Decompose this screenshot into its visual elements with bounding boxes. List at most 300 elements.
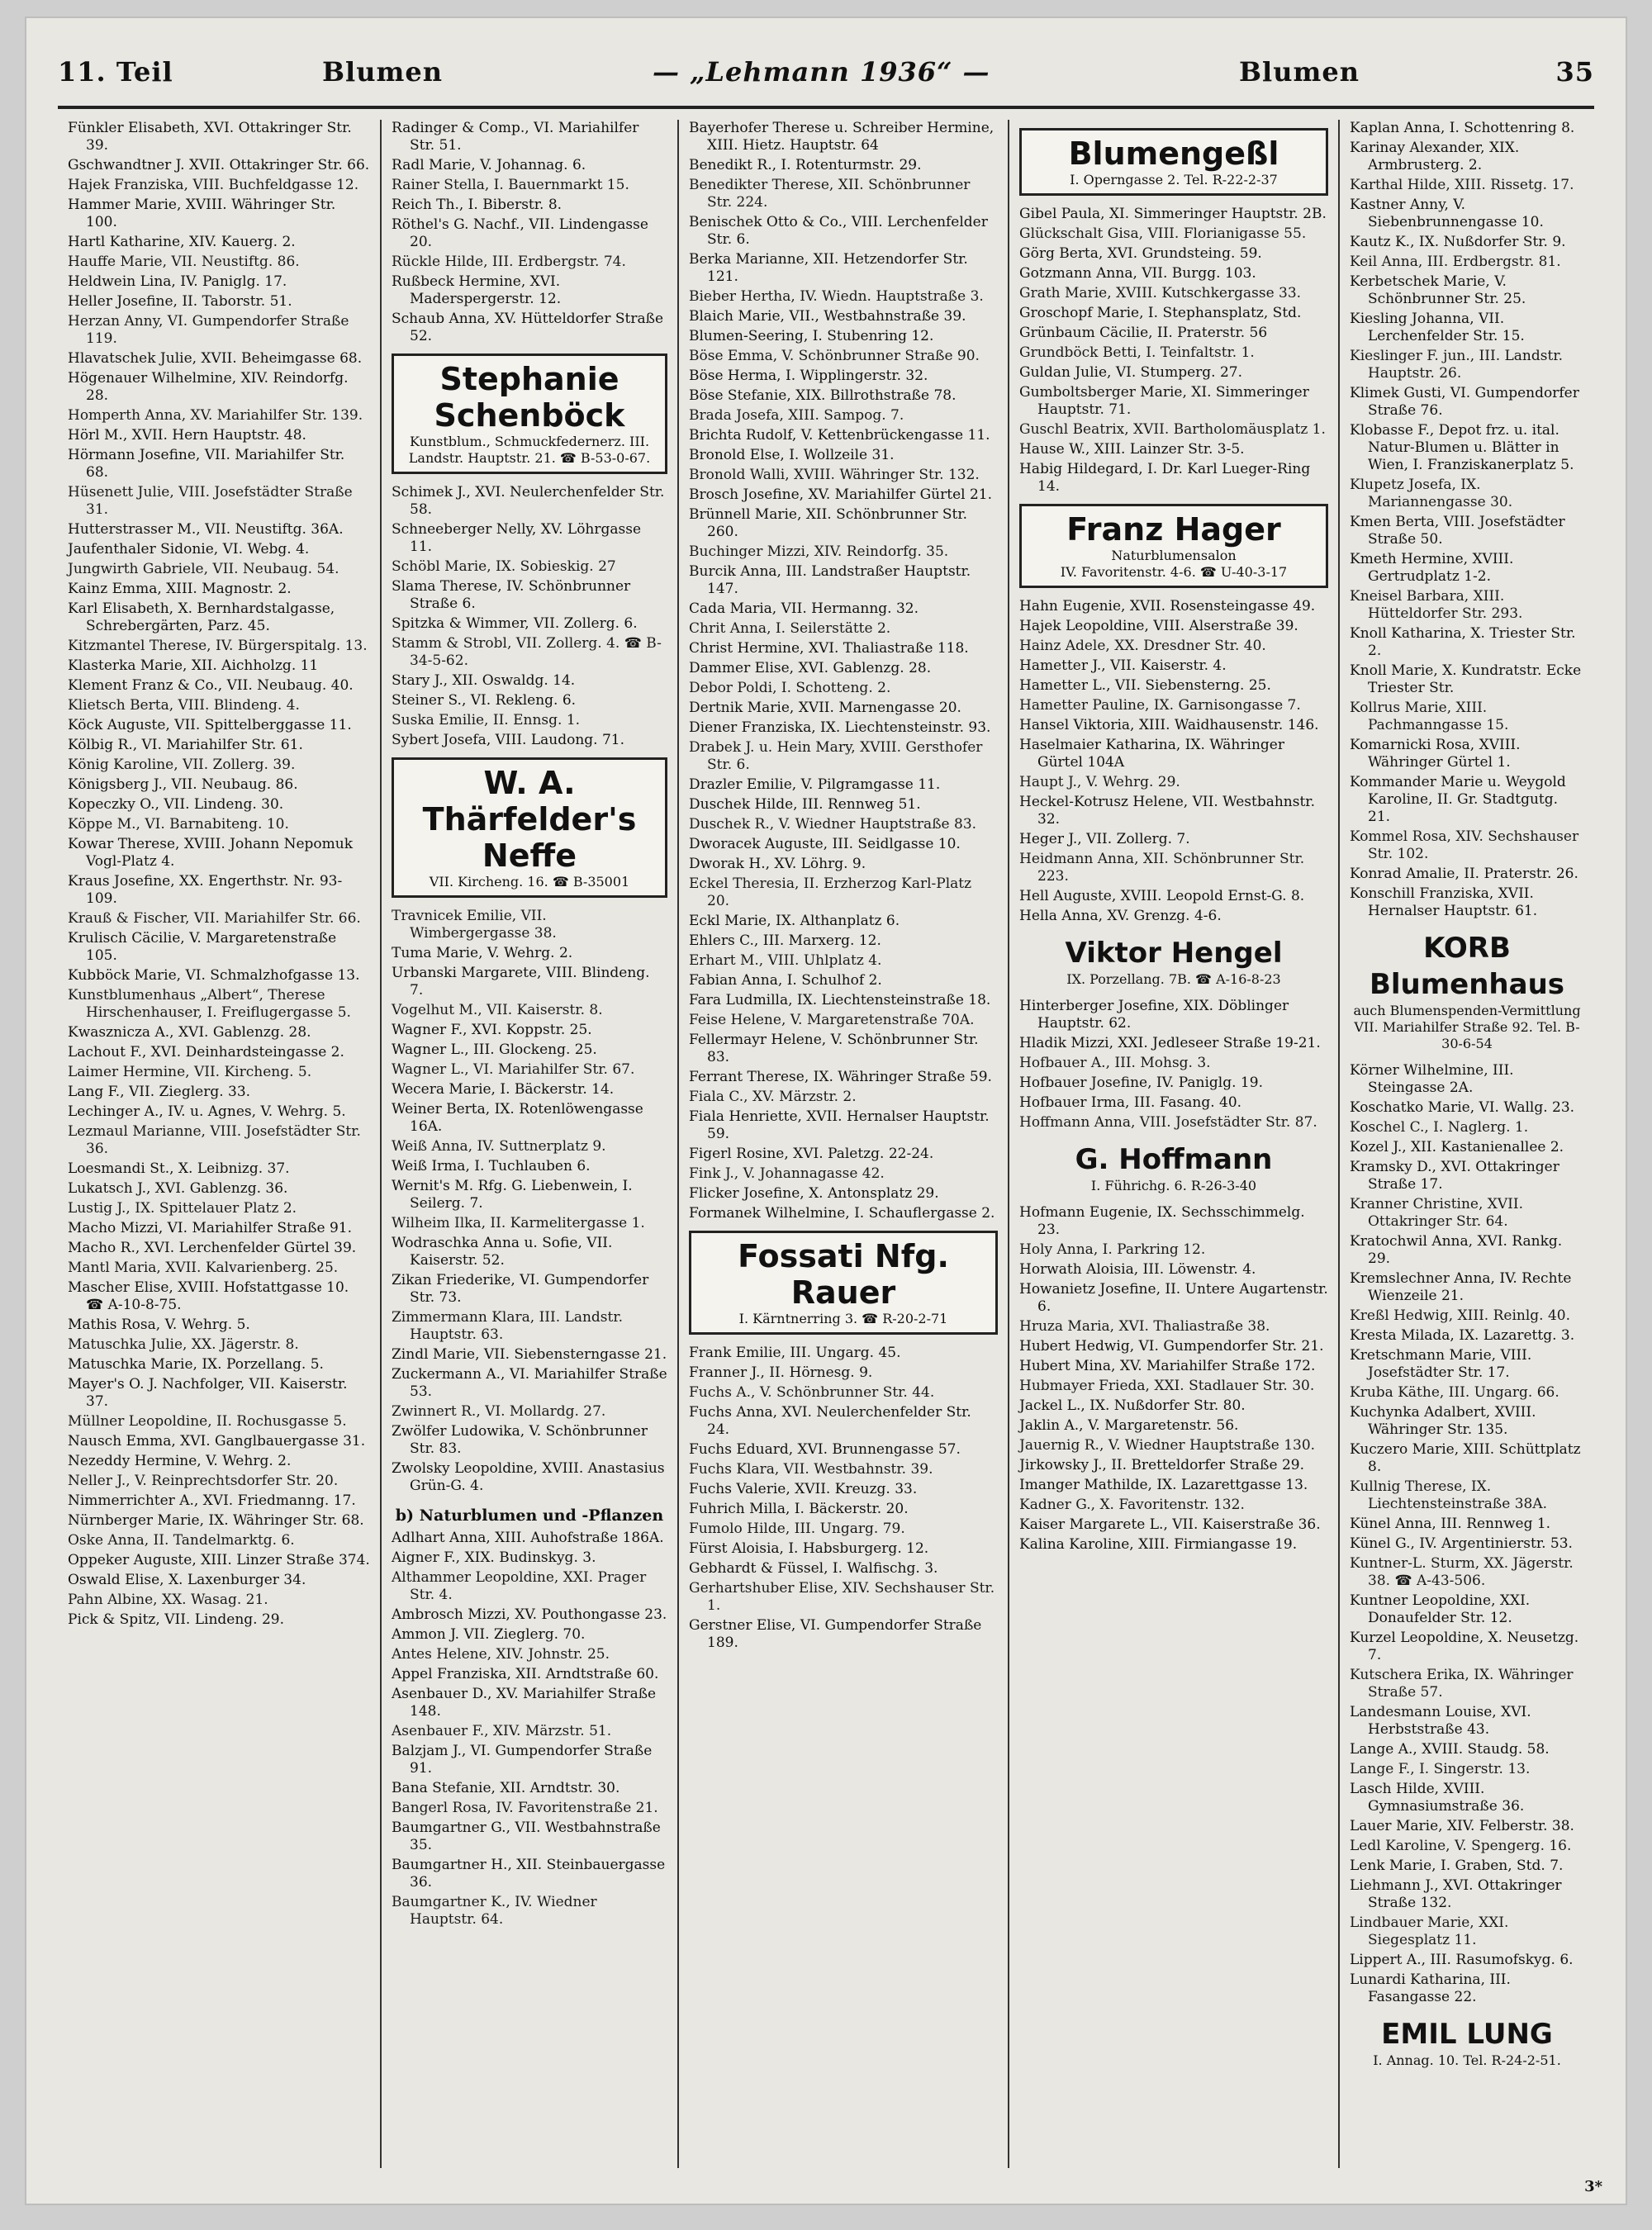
list-item: Fink J., V. Johannagasse 42. bbox=[689, 1165, 885, 1182]
list-item: Rückle Hilde, III. Erdbergstr. 74. bbox=[392, 254, 626, 270]
list-item: Kmeth Hermine, XVIII. Gertrudplatz 1-2. bbox=[1350, 551, 1514, 585]
list-item: Gerstner Elise, VI. Gumpendorfer Straße 189. bbox=[689, 1617, 982, 1651]
list-item: Fünkler Elisabeth, XVI. Ottakringer Str. 39. bbox=[68, 120, 352, 154]
advertiser-details: I. Führichg. 6. R-26-3-40 bbox=[1090, 1178, 1257, 1193]
list-item: Franner J., II. Hörnesg. 9. bbox=[689, 1364, 873, 1381]
list-item: Kieslinger F. jun., III. Landstr. Hauptstr. 26. bbox=[1350, 348, 1563, 382]
list-item: Kaplan Anna, I. Schottenring 8. bbox=[1350, 120, 1575, 136]
list-item: Fumolo Hilde, III. Ungarg. 79. bbox=[689, 1521, 905, 1537]
advertisement-box bbox=[1350, 930, 1584, 1052]
list-item: Weiß Irma, I. Tuchlauben 6. bbox=[392, 1158, 591, 1174]
list-item: Lenk Marie, I. Graben, Std. 7. bbox=[1350, 1858, 1564, 1874]
listing-columns bbox=[58, 120, 1594, 2185]
list-item: Wagner L., III. Glockeng. 25. bbox=[392, 1041, 597, 1058]
list-item: Gotzmann Anna, VII. Burgg. 103. bbox=[1019, 265, 1256, 282]
list-item: Appel Franziska, XII. Arndtstraße 60. bbox=[392, 1666, 659, 1682]
list-item: Jackel L., IX. Nußdorfer Str. 80. bbox=[1019, 1397, 1246, 1414]
list-item: Fuchs A., V. Schönbrunner Str. 44. bbox=[689, 1384, 935, 1401]
list-item: Kruba Käthe, III. Ungarg. 66. bbox=[1350, 1384, 1559, 1401]
list-item: Baumgartner K., IV. Wiedner Hauptstr. 64. bbox=[392, 1894, 597, 1928]
list-item: Weiß Anna, IV. Suttnerplatz 9. bbox=[392, 1138, 606, 1155]
list-item: Högenauer Wilhelmine, XIV. Reindorfg. 28. bbox=[68, 370, 349, 404]
list-item: Gumboltsberger Marie, XI. Simmeringer Hauptstr. 71. bbox=[1019, 384, 1309, 418]
list-item: Fara Ludmilla, IX. Liechtensteinstraße 18. bbox=[689, 992, 991, 1008]
list-item: Görg Berta, XVI. Grundsteing. 59. bbox=[1019, 245, 1262, 262]
list-item: Duschek Hilde, III. Rennweg 51. bbox=[689, 796, 921, 813]
list-item: Althammer Leopoldine, XXI. Prager Str. 4. bbox=[392, 1569, 647, 1603]
list-item: Kratochwil Anna, XVI. Rankg. 29. bbox=[1350, 1233, 1563, 1267]
list-item: Komarnicki Rosa, XVIII. Währinger Gürtel 1. bbox=[1350, 737, 1521, 771]
list-item: Lange F., I. Singerstr. 13. bbox=[1350, 1761, 1531, 1777]
header-section-title-left: Blumen bbox=[322, 56, 443, 88]
list-item: Kmen Berta, VIII. Josefstädter Straße 50. bbox=[1350, 514, 1565, 548]
list-item: Guldan Julie, VI. Stumperg. 27. bbox=[1019, 364, 1242, 381]
list-item: Loesmandi St., X. Leibnizg. 37. bbox=[68, 1160, 290, 1177]
list-item: Heldwein Lina, IV. Paniglg. 17. bbox=[68, 273, 287, 290]
list-item: Kowar Therese, XVIII. Johann Nepomuk Vogl-Platz 4. bbox=[68, 836, 354, 870]
list-item: Kommander Marie u. Weygold Karoline, II. Gr. Stadtgutg. 21. bbox=[1350, 774, 1566, 825]
advertiser-details: IV. Favoritenstr. 4-6. ☎ U-40-3-17 bbox=[1060, 564, 1288, 580]
advertisement-box bbox=[1350, 2016, 1584, 2069]
list-item: Kautz K., IX. Nußdorfer Str. 9. bbox=[1350, 234, 1566, 250]
list-item: Pick & Spitz, VII. Lindeng. 29. bbox=[68, 1611, 285, 1628]
list-item: Brada Josefa, XIII. Sampog. 7. bbox=[689, 407, 904, 424]
list-item: Erhart M., VIII. Uhlplatz 4. bbox=[689, 952, 882, 969]
advertisement-box bbox=[392, 353, 667, 474]
advertiser-details: Kunstblum., Schmuckfedernerz. III. bbox=[409, 434, 650, 449]
list-item: Eckel Theresia, II. Erzherzog Karl-Platz 20. bbox=[689, 875, 972, 909]
list-item: Kaiser Margarete L., VII. Kaiserstraße 36. bbox=[1019, 1516, 1321, 1533]
list-item: Hella Anna, XV. Grenzg. 4-6. bbox=[1019, 908, 1222, 924]
list-item: Hubmayer Frieda, XXI. Stadlauer Str. 30. bbox=[1019, 1378, 1315, 1394]
list-item: Dertnik Marie, XVII. Marnengasse 20. bbox=[689, 700, 961, 716]
list-item: Grundböck Betti, I. Teinfaltstr. 1. bbox=[1019, 344, 1255, 361]
list-item: Sybert Josefa, VIII. Laudong. 71. bbox=[392, 732, 625, 748]
header-rule bbox=[58, 106, 1594, 109]
list-item: Zwölfer Ludowika, V. Schönbrunner Str. 83. bbox=[392, 1423, 648, 1457]
list-item: Urbanski Margarete, VIII. Blindeng. 7. bbox=[392, 965, 650, 999]
list-item: Wecera Marie, I. Bäckerstr. 14. bbox=[392, 1081, 615, 1098]
list-item: Kubböck Marie, VI. Schmalzhofgasse 13. bbox=[68, 967, 360, 984]
list-item: Kölbig R., VI. Mariahilfer Str. 61. bbox=[68, 737, 303, 753]
list-item: Mascher Elise, XVIII. Hofstattgasse 10. ☎ A-10-8-75. bbox=[68, 1279, 349, 1313]
list-item: Zindl Marie, VII. Siebensterngasse 21. bbox=[392, 1346, 667, 1363]
list-item: Guschl Beatrix, XVII. Bartholomäusplatz 1. bbox=[1019, 421, 1326, 438]
list-item: Kuchynka Adalbert, XVIII. Währinger Str. 135. bbox=[1350, 1404, 1536, 1438]
list-item: Macho R., XVI. Lerchenfelder Gürtel 39. bbox=[68, 1240, 357, 1256]
list-item: Mathis Rosa, V. Wehrg. 5. bbox=[68, 1317, 250, 1333]
list-item: Hofbauer Irma, III. Fasang. 40. bbox=[1019, 1094, 1242, 1111]
list-item: Fabian Anna, I. Schulhof 2. bbox=[689, 972, 882, 989]
list-item: Wodraschka Anna u. Sofie, VII. Kaiserstr. 52. bbox=[392, 1235, 613, 1269]
list-item: Kwasznicza A., XVI. Gablenzg. 28. bbox=[68, 1024, 311, 1041]
list-item: Burcik Anna, III. Landstraßer Hauptstr. 147. bbox=[689, 563, 971, 597]
list-item: Brünnell Marie, XII. Schönbrunner Str. 260. bbox=[689, 506, 968, 540]
advertiser-details: Landstr. Hauptstr. 21. ☎ B-53-0-67. bbox=[408, 450, 651, 466]
list-item: Brichta Rudolf, V. Kettenbrückengasse 11. bbox=[689, 427, 990, 444]
advertisement-box bbox=[392, 757, 667, 898]
list-item: König Karoline, VII. Zollerg. 39. bbox=[68, 757, 296, 773]
list-item: Wilheim Ilka, II. Karmelitergasse 1. bbox=[392, 1215, 645, 1231]
list-item: Nezeddy Hermine, V. Wehrg. 2. bbox=[68, 1453, 292, 1469]
list-item: Zikan Friederike, VI. Gumpendorfer Str. 73. bbox=[392, 1272, 649, 1306]
list-item: Klimek Gusti, VI. Gumpendorfer Straße 76. bbox=[1350, 385, 1579, 419]
list-item: Kuntner Leopoldine, XXI. Donaufelder Str. 12. bbox=[1350, 1592, 1531, 1626]
page-header bbox=[58, 50, 1594, 107]
list-item: Lauer Marie, XIV. Felberstr. 38. bbox=[1350, 1818, 1574, 1834]
list-item: Horwath Aloisia, III. Löwenstr. 4. bbox=[1019, 1261, 1256, 1278]
list-item: Fuchs Klara, VII. Westbahnstr. 39. bbox=[689, 1461, 933, 1478]
section-heading: b) Naturblumen und -Pflanzen bbox=[395, 1506, 664, 1525]
list-item: Hahn Eugenie, XVII. Rosensteingasse 49. bbox=[1019, 598, 1316, 614]
list-item: Kerbetschek Marie, V. Schönbrunner Str. 25. bbox=[1350, 273, 1526, 307]
advertisement-box bbox=[689, 1231, 998, 1335]
list-item: Schimek J., XVI. Neulerchenfelder Str. 58. bbox=[392, 484, 665, 518]
advertiser-details: I. Operngasse 2. Tel. R-22-2-37 bbox=[1070, 172, 1278, 187]
list-item: Zwolsky Leopoldine, XVIII. Anastasius Grün-G. 4. bbox=[392, 1460, 665, 1494]
list-item: Nimmerrichter A., XVI. Friedmanng. 17. bbox=[68, 1492, 356, 1509]
list-item: Lange A., XVIII. Staudg. 58. bbox=[1350, 1741, 1550, 1758]
list-item: Kadner G., X. Favoritenstr. 132. bbox=[1019, 1497, 1245, 1513]
list-item: Kastner Anny, V. Siebenbrunnengasse 10. bbox=[1350, 197, 1544, 230]
list-item: Ammon J. VII. Zieglerg. 70. bbox=[392, 1626, 586, 1643]
list-item: Kullnig Therese, IX. Liechtensteinstraße 38A. bbox=[1350, 1478, 1548, 1512]
list-item: Kuntner-L. Sturm, XX. Jägerstr. 38. ☎ A-43-506. bbox=[1350, 1555, 1574, 1589]
list-item: Hofbauer Josefine, IV. Paniglg. 19. bbox=[1019, 1075, 1263, 1091]
list-item: Krauß & Fischer, VII. Mariahilfer Str. 66. bbox=[68, 910, 361, 927]
list-item: Lechinger A., IV. u. Agnes, V. Wehrg. 5. bbox=[68, 1103, 346, 1120]
advertiser-details: VII. Kircheng. 16. ☎ B-35001 bbox=[429, 874, 630, 890]
list-item: Kunstblumenhaus „Albert“, Therese Hirschenhauser, I. Freiflugergasse 5. bbox=[68, 987, 351, 1021]
list-item: Knoll Katharina, X. Triester Str. 2. bbox=[1350, 625, 1576, 659]
advertiser-name: Viktor Hengel bbox=[1065, 937, 1283, 970]
list-item: Gerhartshuber Elise, XIV. Sechshauser Str. 1. bbox=[689, 1580, 995, 1614]
list-item: Hinterberger Josefine, XIX. Döblinger Hauptstr. 62. bbox=[1019, 998, 1289, 1032]
column-2 bbox=[380, 120, 677, 2168]
list-item: Köck Auguste, VII. Spittelberggasse 11. bbox=[68, 717, 352, 733]
list-item: Fellermayr Helene, V. Schönbrunner Str. 83. bbox=[689, 1032, 979, 1065]
advertiser-details: I. Kärntnerring 3. ☎ R-20-2-71 bbox=[738, 1311, 948, 1326]
list-item: Zuckermann A., VI. Mariahilfer Straße 53. bbox=[392, 1366, 667, 1400]
list-item: Mayer's O. J. Nachfolger, VII. Kaiserstr. 37. bbox=[68, 1376, 348, 1410]
list-item: Grünbaum Cäcilie, II. Praterstr. 56 bbox=[1019, 325, 1268, 341]
list-item: Drazler Emilie, V. Pilgramgasse 11. bbox=[689, 776, 941, 793]
list-item: Hofmann Eugenie, IX. Sechsschimmelg. 23. bbox=[1019, 1204, 1305, 1238]
list-item: Baumgartner G., VII. Westbahnstraße 35. bbox=[392, 1820, 661, 1853]
list-item: Lasch Hilde, XVIII. Gymnasiumstraße 36. bbox=[1350, 1781, 1525, 1815]
list-item: Hubert Mina, XV. Mariahilfer Straße 172. bbox=[1019, 1358, 1316, 1374]
list-item: Homperth Anna, XV. Mariahilfer Str. 139. bbox=[68, 407, 363, 424]
list-item: Ehlers C., III. Marxerg. 12. bbox=[689, 932, 881, 949]
list-item: Herzan Anny, VI. Gumpendorfer Straße 119. bbox=[68, 313, 349, 347]
header-section-title-right: Blumen bbox=[1239, 56, 1360, 88]
list-item: Hoffmann Anna, VIII. Josefstädter Str. 87. bbox=[1019, 1114, 1317, 1131]
list-item: Karl Elisabeth, X. Bernhardstalgasse, Schrebergärten, Parz. 45. bbox=[68, 600, 335, 634]
list-item: Laimer Hermine, VII. Kircheng. 5. bbox=[68, 1064, 312, 1080]
list-item: Dammer Elise, XVI. Gablenzg. 28. bbox=[689, 660, 932, 676]
advertiser-name: Franz Hager bbox=[1066, 511, 1281, 548]
advertiser-details: auch Blumenspenden-Vermittlung bbox=[1353, 1003, 1581, 1018]
list-item: Lang F., VII. Zieglerg. 33. bbox=[68, 1084, 251, 1100]
list-item: Hörl M., XVII. Hern Hauptstr. 48. bbox=[68, 427, 306, 444]
list-item: Dworacek Auguste, III. Seidlgasse 10. bbox=[689, 836, 961, 852]
list-item: Klobasse F., Depot frz. u. ital. Natur-Blumen u. Blätter in Wien, I. Franziskanerplatz 5. bbox=[1350, 422, 1574, 473]
list-item: Baumgartner H., XII. Steinbauergasse 36. bbox=[392, 1857, 666, 1891]
list-item: Müllner Leopoldine, II. Rochusgasse 5. bbox=[68, 1413, 347, 1430]
list-item: Travnicek Emilie, VII. Wimbergergasse 38. bbox=[392, 908, 557, 942]
list-item: Klietsch Berta, VIII. Blindeng. 4. bbox=[68, 697, 300, 714]
list-item: Fuchs Eduard, XVI. Brunnengasse 57. bbox=[689, 1441, 961, 1458]
advertiser-details: IX. Porzellang. 7B. ☎ A-16-8-23 bbox=[1066, 971, 1281, 987]
list-item: Oppeker Auguste, XIII. Linzer Straße 374. bbox=[68, 1552, 370, 1568]
list-item: Vogelhut M., VII. Kaiserstr. 8. bbox=[392, 1002, 603, 1018]
list-item: Landesmann Louise, XVI. Herbststraße 43. bbox=[1350, 1704, 1531, 1738]
list-item: Aigner F., XIX. Budinskyg. 3. bbox=[392, 1549, 596, 1566]
column-4 bbox=[1008, 120, 1338, 2168]
list-item: Lezmaul Marianne, VIII. Josefstädter Str. 36. bbox=[68, 1123, 361, 1157]
list-item: Heidmann Anna, XII. Schönbrunner Str. 223. bbox=[1019, 851, 1305, 885]
list-item: Ledl Karoline, V. Spengerg. 16. bbox=[1350, 1838, 1572, 1854]
list-item: Benischek Otto & Co., VIII. Lerchenfelder Str. 6. bbox=[689, 214, 988, 248]
list-item: Hajek Leopoldine, VIII. Alserstraße 39. bbox=[1019, 618, 1298, 634]
header-part-label: 11. Teil bbox=[58, 56, 173, 88]
list-item: Asenbauer D., XV. Mariahilfer Straße 148. bbox=[392, 1686, 657, 1720]
list-item: Lustig J., IX. Spittelauer Platz 2. bbox=[68, 1200, 297, 1217]
list-item: Heger J., VII. Zollerg. 7. bbox=[1019, 831, 1190, 847]
list-item: Gibel Paula, XI. Simmeringer Hauptstr. 2B. bbox=[1019, 206, 1327, 222]
list-item: Rainer Stella, I. Bauernmarkt 15. bbox=[392, 177, 629, 193]
list-item: Hametter Pauline, IX. Garnisongasse 7. bbox=[1019, 697, 1301, 714]
list-item: Hametter J., VII. Kaiserstr. 4. bbox=[1019, 657, 1227, 674]
list-item: Matuschka Marie, IX. Porzellang. 5. bbox=[68, 1356, 324, 1373]
list-item: Jaufenthaler Sidonie, VI. Webg. 4. bbox=[68, 541, 310, 558]
list-item: Künel Anna, III. Rennweg 1. bbox=[1350, 1516, 1551, 1532]
list-item: Habig Hildegard, I. Dr. Karl Lueger-Ring 14. bbox=[1019, 461, 1311, 495]
list-item: Fiala C., XV. Märzstr. 2. bbox=[689, 1089, 857, 1105]
list-item: Frank Emilie, III. Ungarg. 45. bbox=[689, 1345, 901, 1361]
list-item: Christ Hermine, XVI. Thaliastraße 118. bbox=[689, 640, 969, 657]
list-item: Kreßl Hedwig, XIII. Reinlg. 40. bbox=[1350, 1307, 1570, 1324]
list-item: Oske Anna, II. Tandelmarktg. 6. bbox=[68, 1532, 295, 1549]
list-item: Kiesling Johanna, VII. Lerchenfelder Str. 15. bbox=[1350, 311, 1525, 344]
list-item: Figerl Rosine, XVI. Paletzg. 22-24. bbox=[689, 1146, 934, 1162]
list-item: Knoll Marie, X. Kundratstr. Ecke Triester Str. bbox=[1350, 662, 1582, 696]
list-item: Glückschalt Gisa, VIII. Florianigasse 55. bbox=[1019, 225, 1307, 242]
list-item: Jauernig R., V. Wiedner Hauptstraße 130. bbox=[1019, 1437, 1316, 1454]
list-item: Adlhart Anna, XIII. Auhofstraße 186A. bbox=[392, 1530, 664, 1546]
list-item: Konrad Amalie, II. Praterstr. 26. bbox=[1350, 866, 1578, 882]
list-item: Kuczero Marie, XIII. Schüttplatz 8. bbox=[1350, 1441, 1581, 1475]
list-item: Körner Wilhelmine, III. Steingasse 2A. bbox=[1350, 1062, 1514, 1096]
list-item: Fiala Henriette, XVII. Hernalser Hauptstr. 59. bbox=[689, 1108, 990, 1142]
list-item: Chrit Anna, I. Seilerstätte 2. bbox=[689, 620, 891, 637]
list-item: Asenbauer F., XIV. Märzstr. 51. bbox=[392, 1723, 612, 1739]
advertiser-name: W. A. Thärfelder's Neffe bbox=[422, 765, 637, 874]
advertiser-name: G. Hoffmann bbox=[1075, 1143, 1273, 1176]
list-item: Ferrant Therese, IX. Währinger Straße 59. bbox=[689, 1069, 992, 1085]
list-item: Hüsenett Julie, VIII. Josefstädter Straße 31. bbox=[68, 484, 353, 518]
list-item: Röthel's G. Nachf., VII. Lindengasse 20. bbox=[392, 216, 648, 250]
advertiser-name: Fossati Nfg. Rauer bbox=[738, 1238, 949, 1311]
list-item: Liehmann J., XVI. Ottakringer Straße 132. bbox=[1350, 1877, 1562, 1911]
list-item: Cada Maria, VII. Hermanng. 32. bbox=[689, 600, 919, 617]
list-item: Wernit's M. Rfg. G. Liebenwein, I. Seilerg. 7. bbox=[392, 1178, 633, 1212]
list-item: Kranner Christine, XVII. Ottakringer Str. 64. bbox=[1350, 1196, 1523, 1230]
list-item: Zimmermann Klara, III. Landstr. Hauptstr. 63. bbox=[392, 1309, 624, 1343]
list-item: Spitzka & Wimmer, VII. Zollerg. 6. bbox=[392, 615, 638, 632]
list-item: Gschwandtner J. XVII. Ottakringer Str. 66. bbox=[68, 157, 370, 173]
list-item: Matuschka Julie, XX. Jägerstr. 8. bbox=[68, 1336, 299, 1353]
list-item: Haupt J., V. Wehrg. 29. bbox=[1019, 774, 1180, 790]
list-item: Lindbauer Marie, XXI. Siegesplatz 11. bbox=[1350, 1914, 1509, 1948]
list-item: Hladik Mizzi, XXI. Jedleseer Straße 19-21. bbox=[1019, 1035, 1321, 1051]
list-item: Kainz Emma, XIII. Magnostr. 2. bbox=[68, 581, 292, 597]
list-item: Hametter L., VII. Siebensterng. 25. bbox=[1019, 677, 1271, 694]
list-item: Heller Josefine, II. Taborstr. 51. bbox=[68, 293, 292, 310]
list-item: Duschek R., V. Wiedner Hauptstraße 83. bbox=[689, 816, 977, 833]
list-item: Hörmann Josefine, VII. Mariahilfer Str. 68. bbox=[68, 447, 345, 481]
list-item: Böse Emma, V. Schönbrunner Straße 90. bbox=[689, 348, 980, 364]
advertiser-name: Stephanie Schenböck bbox=[434, 361, 625, 434]
list-item: Hajek Franziska, VIII. Buchfeldgasse 12. bbox=[68, 177, 359, 193]
list-item: Reich Th., I. Biberstr. 8. bbox=[392, 197, 563, 213]
list-item: Wagner F., XVI. Koppstr. 25. bbox=[392, 1022, 592, 1038]
advertiser-name: Blumengeßl bbox=[1068, 135, 1279, 172]
list-item: Slama Therese, IV. Schönbrunner Straße 6. bbox=[392, 578, 631, 612]
list-item: Buchinger Mizzi, XIV. Reindorfg. 35. bbox=[689, 543, 949, 560]
list-item: Wagner L., VI. Mariahilfer Str. 67. bbox=[392, 1061, 635, 1078]
list-item: Holy Anna, I. Parkring 12. bbox=[1019, 1241, 1206, 1258]
list-item: Debor Poldi, I. Schotteng. 2. bbox=[689, 680, 891, 696]
list-item: Antes Helene, XIV. Johnstr. 25. bbox=[392, 1646, 610, 1663]
list-item: Kretschmann Marie, VIII. Josefstädter Str. 17. bbox=[1350, 1347, 1532, 1381]
list-item: Stary J., XII. Oswaldg. 14. bbox=[392, 672, 576, 689]
list-item: Schneeberger Nelly, XV. Löhrgasse 11. bbox=[392, 521, 642, 555]
list-item: Fuchs Valerie, XVII. Kreuzg. 33. bbox=[689, 1481, 918, 1497]
list-item: Lachout F., XVI. Deinhardsteingasse 2. bbox=[68, 1044, 344, 1060]
list-item: Stamm & Strobl, VII. Zollerg. 4. ☎ B-34-5-62. bbox=[392, 635, 662, 669]
list-item: Kopeczky O., VII. Lindeng. 30. bbox=[68, 796, 284, 813]
list-item: Jungwirth Gabriele, VII. Neubaug. 54. bbox=[68, 561, 339, 577]
list-item: Ambrosch Mizzi, XV. Pouthongasse 23. bbox=[392, 1606, 667, 1623]
list-item: Kommel Rosa, XIV. Sechshauser Str. 102. bbox=[1350, 828, 1579, 862]
list-item: Nausch Emma, XVI. Ganglbauergasse 31. bbox=[68, 1433, 366, 1450]
list-item: Lippert A., III. Rasumofskyg. 6. bbox=[1350, 1952, 1574, 1968]
column-3 bbox=[677, 120, 1008, 2168]
list-item: Kraus Josefine, XX. Engerthstr. Nr. 93-109. bbox=[68, 873, 343, 907]
list-item: Kutschera Erika, IX. Währinger Straße 57. bbox=[1350, 1667, 1574, 1701]
advertisement-box bbox=[1019, 504, 1328, 588]
list-item: Oswald Elise, X. Laxenburger 34. bbox=[68, 1572, 306, 1588]
list-item: Haselmaier Katharina, IX. Währinger Gürtel 104A bbox=[1019, 737, 1284, 771]
list-item: Hause W., XIII. Lainzer Str. 3-5. bbox=[1019, 441, 1245, 458]
list-item: Hubert Hedwig, VI. Gumpendorfer Str. 21. bbox=[1019, 1338, 1324, 1355]
list-item: Hansel Viktoria, XIII. Waidhausenstr. 146. bbox=[1019, 717, 1319, 733]
list-item: Schöbl Marie, IX. Sobieskig. 27 bbox=[392, 558, 616, 575]
list-item: Hlavatschek Julie, XVII. Beheimgasse 68. bbox=[68, 350, 363, 367]
advertisement-box bbox=[1019, 128, 1328, 196]
list-item: Künel G., IV. Argentinierstr. 53. bbox=[1350, 1535, 1573, 1552]
list-item: Böse Stefanie, XIX. Billrothstraße 78. bbox=[689, 387, 957, 404]
list-item: Koschel C., I. Naglerg. 1. bbox=[1350, 1119, 1529, 1136]
header-publication-title: — „Lehmann 1936“ — bbox=[653, 56, 990, 88]
list-item: Koschatko Marie, VI. Wallg. 23. bbox=[1350, 1099, 1575, 1116]
list-item: Formanek Wilhelmine, I. Schauflergasse 2. bbox=[689, 1205, 995, 1222]
list-item: Groschopf Marie, I. Stephansplatz, Std. bbox=[1019, 305, 1302, 321]
list-item: Lukatsch J., XVI. Gablenzg. 36. bbox=[68, 1180, 288, 1197]
list-item: Bieber Hertha, IV. Wiedn. Hauptstraße 3. bbox=[689, 288, 984, 305]
list-item: Macho Mizzi, VI. Mariahilfer Straße 91. bbox=[68, 1220, 352, 1236]
advertiser-details: I. Annag. 10. Tel. R-24-2-51. bbox=[1373, 2052, 1561, 2068]
signature-mark: 3* bbox=[1584, 2178, 1602, 2195]
list-item: Benedikter Therese, XII. Schönbrunner Str. 224. bbox=[689, 177, 971, 211]
list-item: Feise Helene, V. Margaretenstraße 70A. bbox=[689, 1012, 975, 1028]
list-item: Radl Marie, V. Johannag. 6. bbox=[392, 157, 586, 173]
list-item: Krulisch Cäcilie, V. Margaretenstraße 105. bbox=[68, 930, 337, 964]
list-item: Diener Franziska, IX. Liechtensteinstr. 93. bbox=[689, 719, 991, 736]
advertiser-details: Naturblumensalon bbox=[1111, 548, 1237, 563]
list-item: Blaich Marie, VII., Westbahnstraße 39. bbox=[689, 308, 966, 325]
list-item: Eckl Marie, IX. Althanplatz 6. bbox=[689, 913, 900, 929]
list-item: Flicker Josefine, X. Antonsplatz 29. bbox=[689, 1185, 939, 1202]
list-item: Drabek J. u. Hein Mary, XVIII. Gersthofer Str. 6. bbox=[689, 739, 983, 773]
list-item: Rußbeck Hermine, XVI. Maderspergerstr. 12. bbox=[392, 273, 562, 307]
column-1 bbox=[58, 120, 380, 2168]
list-item: Böse Herma, I. Wipplingerstr. 32. bbox=[689, 368, 928, 384]
list-item: Kresta Milada, IX. Lazarettg. 3. bbox=[1350, 1327, 1575, 1344]
list-item: Kurzel Leopoldine, X. Neusetzg. 7. bbox=[1350, 1630, 1579, 1663]
advertisement-box bbox=[1019, 1141, 1328, 1194]
list-item: Hammer Marie, XVIII. Währinger Str. 100. bbox=[68, 197, 336, 230]
list-item: Hell Auguste, XVIII. Leopold Ernst-G. 8. bbox=[1019, 888, 1305, 904]
list-item: Klupetz Josefa, IX. Mariannengasse 30. bbox=[1350, 477, 1513, 510]
advertiser-name: EMIL LUNG bbox=[1381, 2018, 1553, 2051]
list-item: Berka Marianne, XII. Hetzendorfer Str. 121. bbox=[689, 251, 968, 285]
list-item: Schaub Anna, XV. Hütteldorfer Straße 52. bbox=[392, 311, 664, 344]
list-item: Bronold Walli, XVIII. Währinger Str. 132. bbox=[689, 467, 980, 483]
list-item: Karinay Alexander, XIX. Armbrusterg. 2. bbox=[1350, 140, 1520, 173]
list-item: Hruza Maria, XVI. Thaliastraße 38. bbox=[1019, 1318, 1270, 1335]
list-item: Bronold Else, I. Wollzeile 31. bbox=[689, 447, 895, 463]
list-item: Tuma Marie, V. Wehrg. 2. bbox=[392, 945, 573, 961]
directory-page bbox=[25, 17, 1627, 2205]
list-item: Jirkowsky J., II. Bretteldorfer Straße 29. bbox=[1019, 1457, 1305, 1473]
list-item: Hartl Katharine, XIV. Kauerg. 2. bbox=[68, 234, 296, 250]
list-item: Bana Stefanie, XII. Arndtstr. 30. bbox=[392, 1780, 620, 1796]
list-item: Dworak H., XV. Löhrg. 9. bbox=[689, 856, 866, 872]
list-item: Karthal Hilde, XIII. Rissetg. 17. bbox=[1350, 177, 1574, 193]
list-item: Hainz Adele, XX. Dresdner Str. 40. bbox=[1019, 638, 1266, 654]
list-item: Hofbauer A., III. Mohsg. 3. bbox=[1019, 1055, 1211, 1071]
list-item: Fuhrich Milla, I. Bäckerstr. 20. bbox=[689, 1501, 909, 1517]
list-item: Weiner Berta, IX. Rotenlöwengasse 16A. bbox=[392, 1101, 643, 1135]
list-item: Kollrus Marie, XIII. Pachmanngasse 15. bbox=[1350, 700, 1509, 733]
list-item: Suska Emilie, II. Ennsg. 1. bbox=[392, 712, 581, 728]
list-item: Hauffe Marie, VII. Neustiftg. 86. bbox=[68, 254, 300, 270]
list-item: Gebhardt & Füssel, I. Walfischg. 3. bbox=[689, 1560, 938, 1577]
list-item: Fuchs Anna, XVI. Neulerchenfelder Str. 24. bbox=[689, 1404, 971, 1438]
list-item: Kalina Karoline, XIII. Firmiangasse 19. bbox=[1019, 1536, 1298, 1553]
list-item: Nürnberger Marie, IX. Währinger Str. 68. bbox=[68, 1512, 364, 1529]
list-item: Konschill Franziska, XVII. Hernalser Hauptstr. 61. bbox=[1350, 885, 1538, 919]
advertiser-details: VII. Mariahilfer Straße 92. Tel. B-30-6-54 bbox=[1354, 1019, 1580, 1051]
column-5 bbox=[1338, 120, 1594, 2168]
list-item: Klasterka Marie, XII. Aichholzg. 11 bbox=[68, 657, 319, 674]
list-item: Imanger Mathilde, IX. Lazarettgasse 13. bbox=[1019, 1477, 1308, 1493]
list-item: Neller J., V. Reinprechtsdorfer Str. 20. bbox=[68, 1473, 339, 1489]
list-item: Köppe M., VI. Barnabiteng. 10. bbox=[68, 816, 289, 833]
page-number: 35 bbox=[1555, 56, 1594, 88]
